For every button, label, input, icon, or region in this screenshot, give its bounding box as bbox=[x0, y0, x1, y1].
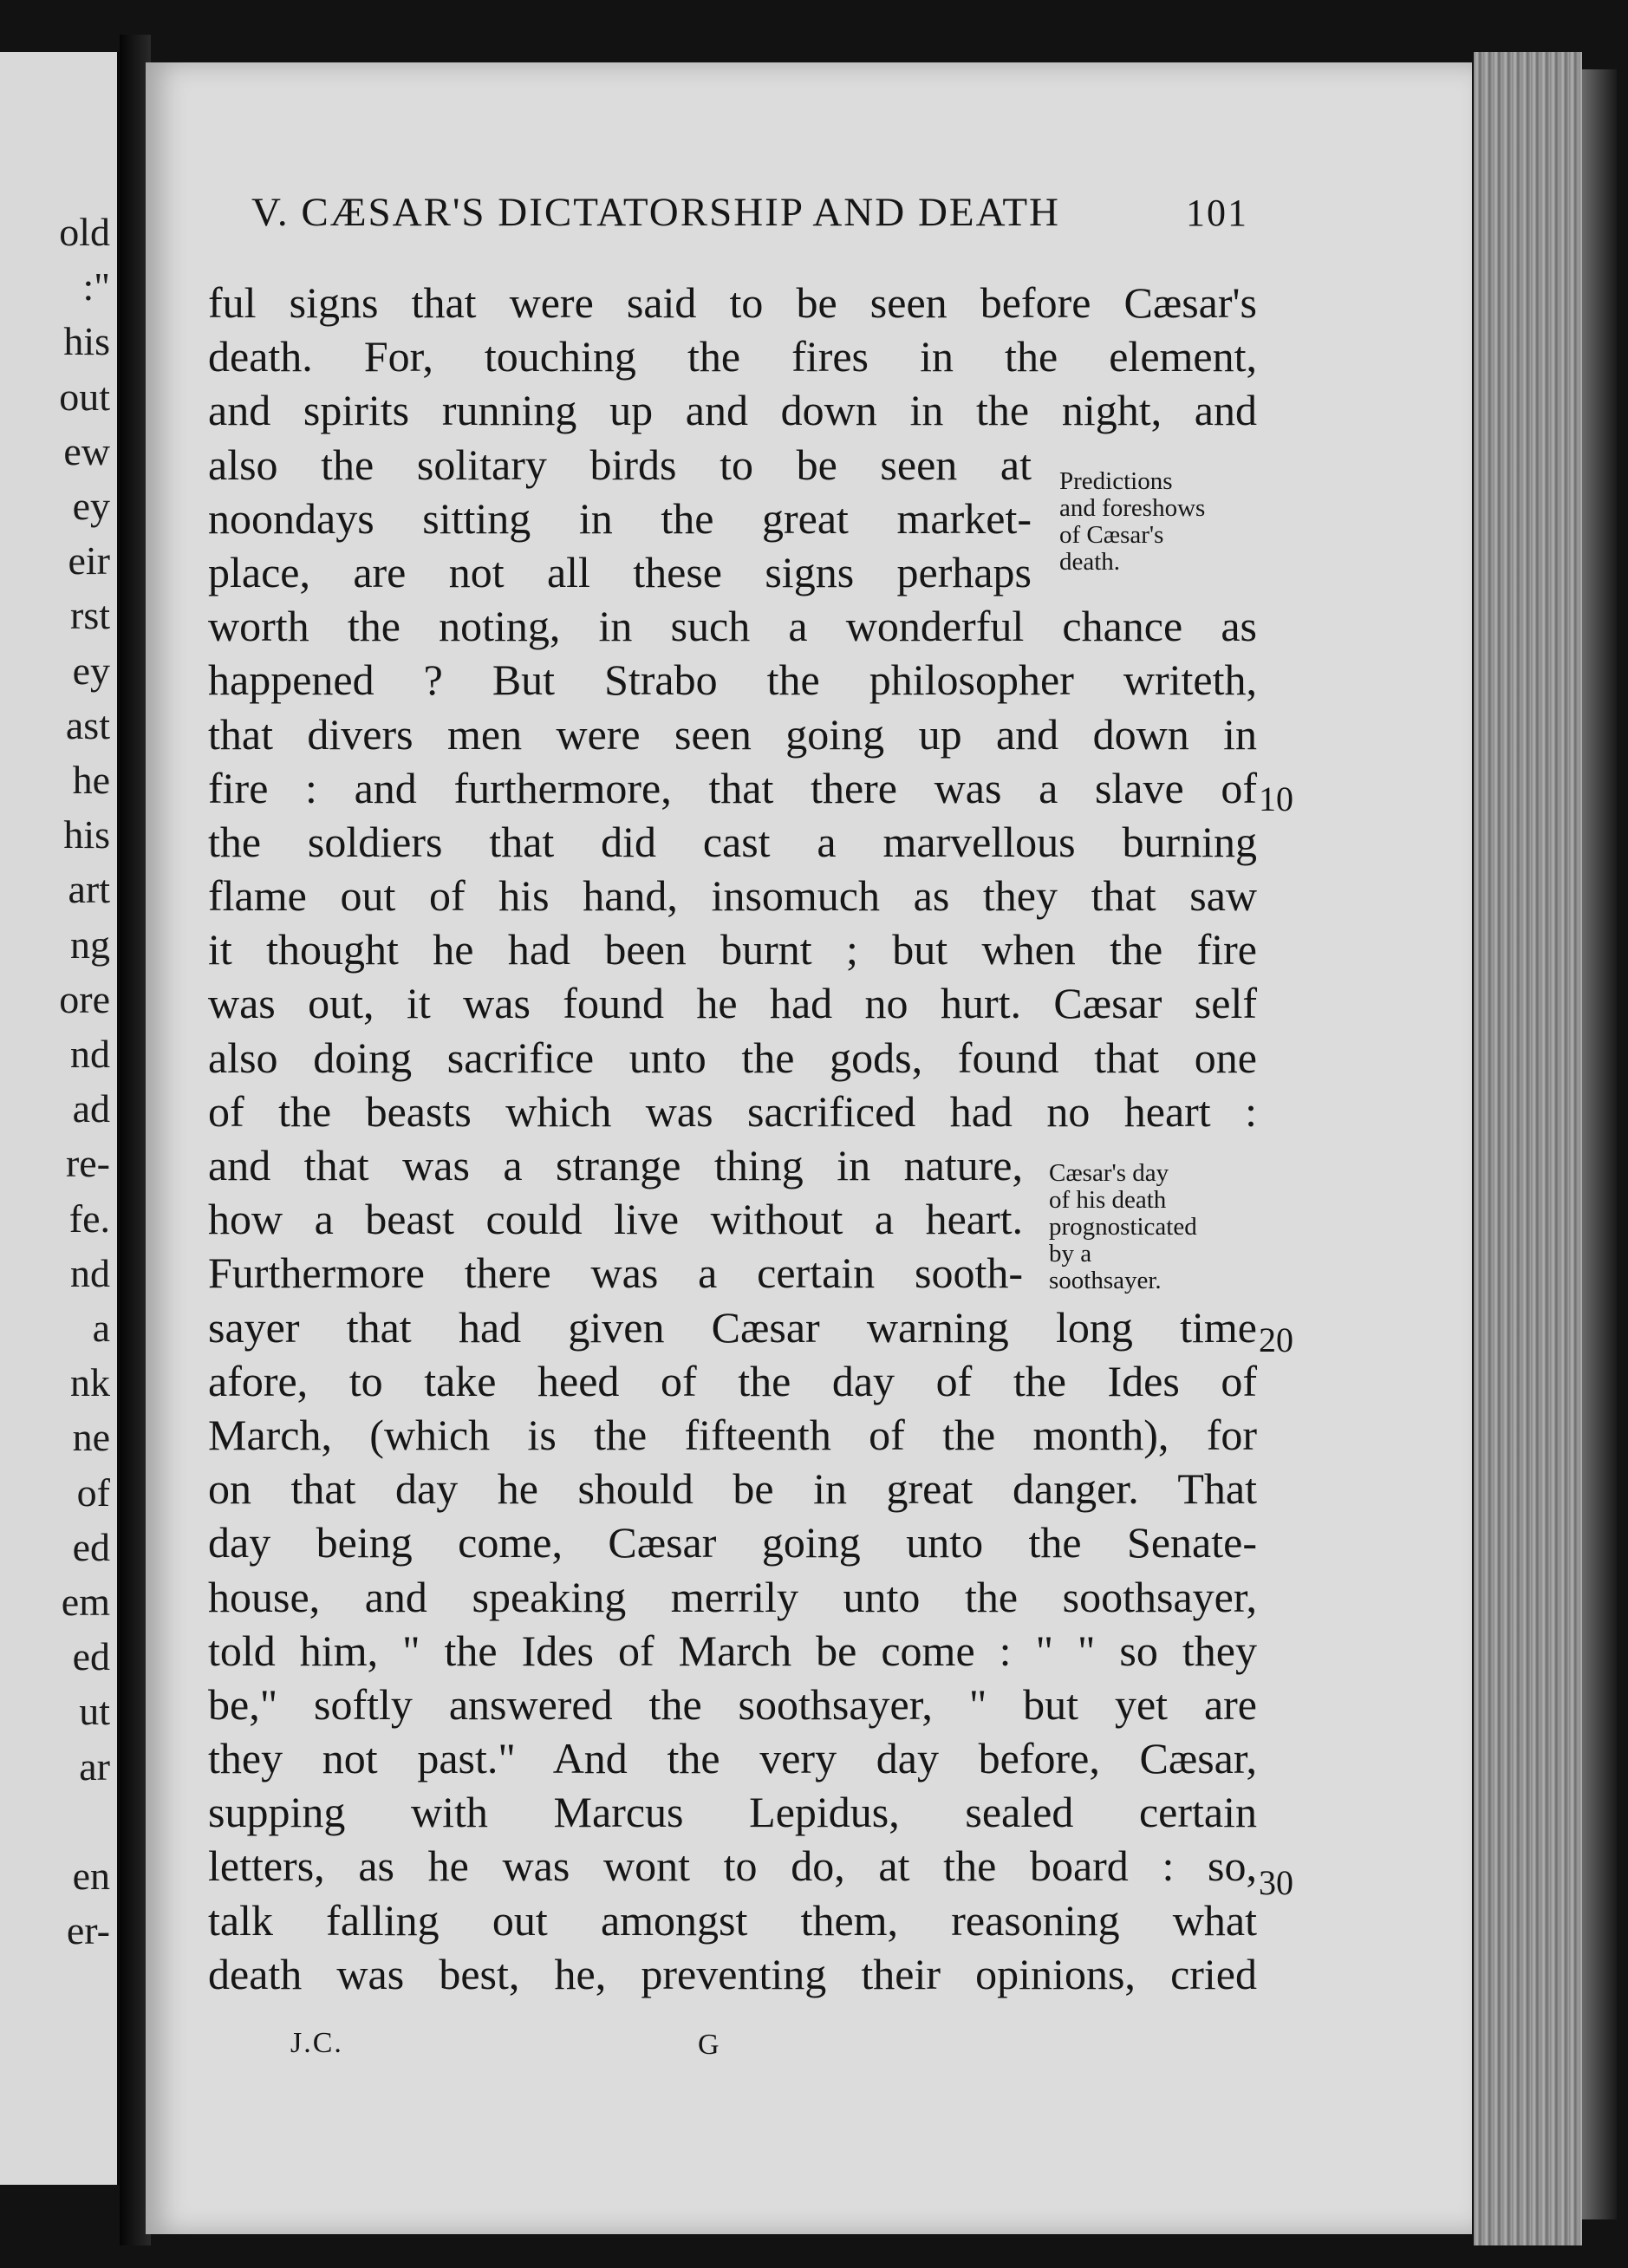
page-edges bbox=[1474, 52, 1582, 2245]
facing-page-fragment: of bbox=[76, 1470, 110, 1515]
text-line-content: ful signs that were said to be seen before Cæsar's bbox=[208, 278, 1257, 327]
text-line bbox=[208, 1354, 1257, 1408]
line-number: 10 bbox=[1259, 779, 1293, 818]
text-line-content: happened ? But Strabo the philosopher writeth, bbox=[208, 655, 1257, 705]
text-line bbox=[208, 1893, 1257, 1947]
text-line-content: that divers men were seen going up and down in bbox=[208, 709, 1257, 759]
facing-page-fragment: fe. bbox=[68, 1196, 110, 1241]
facing-page-fragment: art bbox=[68, 867, 110, 912]
text-line-content: be," softly answered the soothsayer, " but yet are bbox=[208, 1679, 1257, 1729]
margin-note-line: Cæsar's day bbox=[1049, 1159, 1169, 1187]
margin-note bbox=[1059, 468, 1205, 576]
margin-note-line: death. bbox=[1059, 548, 1121, 576]
text-line bbox=[208, 276, 1257, 329]
margin-note-line: and foreshows bbox=[1059, 494, 1206, 522]
printer-signature: J.C. bbox=[290, 2027, 343, 2059]
text-line bbox=[208, 869, 1257, 922]
facing-page-fragment: ed bbox=[72, 1634, 110, 1679]
facing-page-fragment: ey bbox=[72, 648, 110, 693]
facing-page-fragment: ey bbox=[72, 484, 110, 528]
facing-page-fragment: his bbox=[63, 812, 110, 857]
text-line bbox=[208, 1300, 1257, 1354]
facing-page-fragment: en bbox=[72, 1854, 110, 1898]
text-line-content: death. For, touching the fires in the element, bbox=[208, 332, 1257, 381]
text-line bbox=[208, 1515, 1257, 1569]
facing-page-fragment: ed bbox=[72, 1524, 110, 1569]
text-line bbox=[208, 1408, 1257, 1462]
margin-note-line: by a bbox=[1049, 1240, 1092, 1268]
facing-page-fragment: ad bbox=[72, 1086, 110, 1131]
facing-page-fragment: ast bbox=[65, 702, 110, 747]
facing-page-fragment: out bbox=[59, 374, 110, 419]
facing-page-fragment: ore bbox=[59, 976, 110, 1021]
signature-letter: G bbox=[698, 2029, 720, 2061]
facing-page-fragment: nd bbox=[70, 1250, 110, 1295]
facing-page-fragment: old bbox=[59, 210, 110, 254]
text-line bbox=[208, 815, 1257, 869]
facing-page-fragment: rst bbox=[70, 593, 110, 638]
page-edges-shadow bbox=[1582, 69, 1617, 2219]
text-line bbox=[208, 1570, 1257, 1624]
facing-page-fragment: :" bbox=[82, 264, 110, 310]
text-line-content: also doing sacrifice unto the gods, found that one bbox=[208, 1033, 1257, 1082]
text-line-content: Furthermore there was a certain sooth- bbox=[208, 1248, 1023, 1298]
text-line-content: of the beasts which was sacrificed had no heart : bbox=[208, 1086, 1257, 1136]
facing-page-fragment: ne bbox=[72, 1415, 110, 1460]
text-line-content: death was best, he, preventing their opinions, cried bbox=[208, 1949, 1257, 1998]
text-line-content: afore, to take heed of the day of the Ides of bbox=[208, 1356, 1257, 1405]
text-line-content: March, (which is the fifteenth of the month), for bbox=[208, 1410, 1257, 1459]
text-line-content: house, and speaking merrily unto the soothsayer, bbox=[208, 1572, 1257, 1621]
text-line bbox=[208, 1839, 1257, 1893]
text-line-content: and that was a strange thing in nature, bbox=[208, 1141, 1023, 1189]
text-line bbox=[208, 1462, 1257, 1515]
text-line bbox=[208, 1731, 1257, 1785]
text-line-content: it thought he had been burnt ; but when the fire bbox=[208, 925, 1257, 974]
text-line-content: talk falling out amongst them, reasoning what bbox=[208, 1895, 1257, 1945]
line-number: 20 bbox=[1259, 1320, 1293, 1359]
text-line bbox=[208, 1678, 1257, 1731]
text-line bbox=[208, 976, 1257, 1030]
facing-page-fragment: ew bbox=[63, 428, 110, 473]
facing-page-fragment: ar bbox=[79, 1743, 110, 1789]
text-line-content: they not past." And the very day before, Cæsar, bbox=[208, 1734, 1257, 1783]
facing-page-fragment: nk bbox=[70, 1360, 110, 1405]
text-line-content: also the solitary birds to be seen at bbox=[208, 440, 1032, 489]
margin-note-line: Predictions bbox=[1059, 467, 1173, 495]
chapter-title: V. CÆSAR'S DICTATORSHIP AND DEATH bbox=[251, 190, 1060, 235]
text-line-content: letters, as he was wont to do, at the board : so, bbox=[208, 1841, 1257, 1891]
text-line bbox=[208, 761, 1257, 815]
text-line bbox=[208, 1785, 1257, 1839]
line-number: 30 bbox=[1259, 1863, 1293, 1902]
facing-page-fragment: er- bbox=[66, 1908, 110, 1953]
facing-page-fragment: nd bbox=[70, 1032, 110, 1076]
text-line-content: on that day he should be in great danger. That bbox=[208, 1464, 1257, 1514]
text-line-content: fire : and furthermore, that there was a slave of bbox=[208, 763, 1257, 812]
margin-note bbox=[1049, 1160, 1197, 1294]
text-line-content: noondays sitting in the great market- bbox=[208, 493, 1032, 543]
margin-note-line: soothsayer. bbox=[1049, 1267, 1162, 1294]
facing-page-fragment: a bbox=[92, 1306, 110, 1350]
text-line bbox=[208, 1085, 1257, 1138]
text-line-content: told him, " the Ides of March be come : " " so they bbox=[208, 1626, 1257, 1675]
text-line bbox=[208, 653, 1257, 707]
text-line bbox=[208, 599, 1257, 653]
text-line bbox=[208, 1624, 1257, 1678]
text-line bbox=[208, 922, 1257, 976]
text-line-content: flame out of his hand, insomuch as they that saw bbox=[208, 871, 1257, 921]
margin-note-line: of Cæsar's bbox=[1059, 521, 1164, 549]
text-line-content: sayer that had given Cæsar warning long time bbox=[208, 1302, 1257, 1352]
margin-note-line: prognosticated bbox=[1049, 1213, 1197, 1241]
text-line-content: place, are not all these signs perhaps bbox=[208, 547, 1032, 596]
facing-page-fragment: ng bbox=[70, 922, 110, 967]
text-line-content: supping with Marcus Lepidus, sealed certain bbox=[208, 1788, 1257, 1837]
facing-page-fragment: em bbox=[61, 1580, 110, 1624]
facing-page-fragment: ut bbox=[79, 1689, 110, 1734]
running-head bbox=[251, 189, 1248, 241]
text-line-content: and spirits running up and down in the night, and bbox=[208, 386, 1257, 435]
facing-page-edge bbox=[0, 52, 120, 2185]
text-line bbox=[208, 1031, 1257, 1085]
text-line-content: day being come, Cæsar going unto the Senate- bbox=[208, 1518, 1257, 1567]
text-line-content: was out, it was found he had no hurt. Cæsar self bbox=[208, 979, 1257, 1028]
text-line bbox=[208, 383, 1257, 437]
text-line-content: worth the noting, in such a wonderful chance as bbox=[208, 602, 1257, 651]
text-line-content: how a beast could live without a heart. bbox=[208, 1195, 1023, 1244]
text-line bbox=[208, 707, 1257, 761]
facing-page-fragment: his bbox=[63, 319, 110, 364]
facing-page-fragment: he bbox=[72, 758, 110, 802]
facing-page-fragment: re- bbox=[65, 1141, 110, 1186]
facing-page-fragment: eir bbox=[68, 538, 110, 583]
text-line bbox=[208, 329, 1257, 383]
margin-note-line: of his death bbox=[1049, 1186, 1167, 1214]
page-number: 101 bbox=[1186, 192, 1248, 234]
text-line bbox=[208, 1947, 1257, 2001]
text-line-content: the soldiers that did cast a marvellous burning bbox=[208, 817, 1257, 866]
